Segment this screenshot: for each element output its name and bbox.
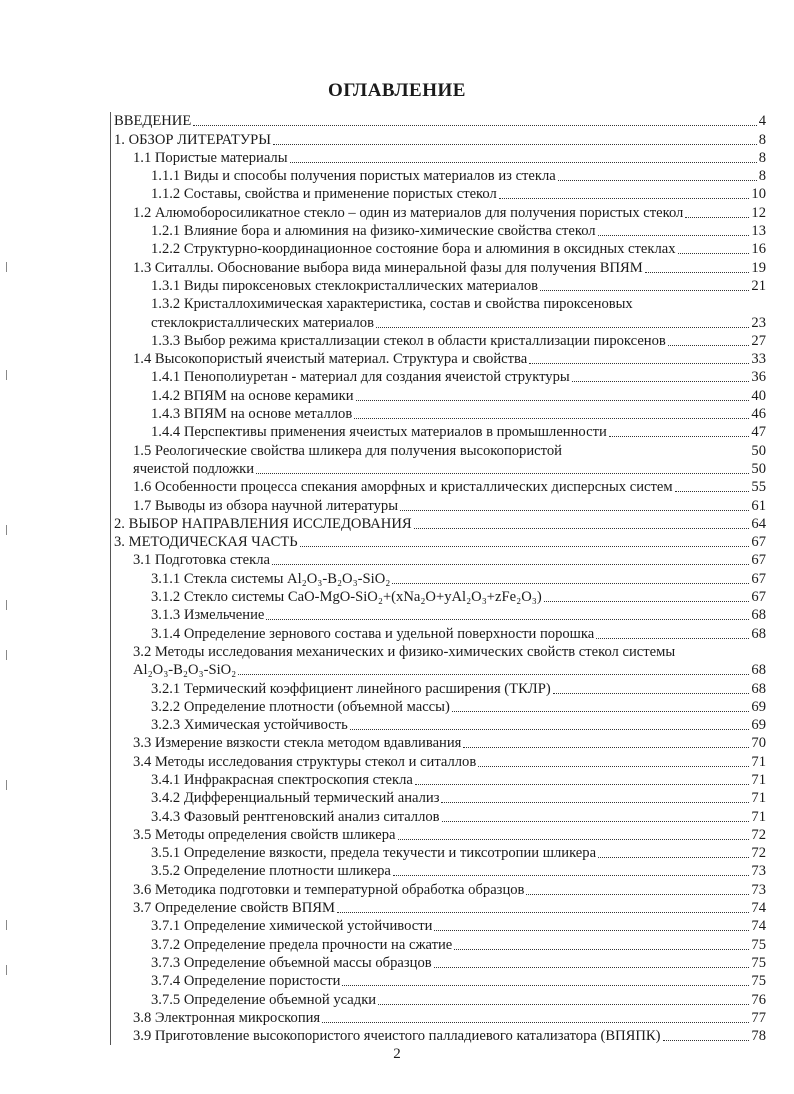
toc-entry-label: 3.7.3 Определение объемной массы образцов — [151, 954, 432, 971]
toc-leader-dots — [678, 253, 750, 254]
toc-leader-dots — [609, 436, 750, 437]
toc-entry — [110, 496, 766, 514]
toc-entry-label: 2. ВЫБОР НАПРАВЛЕНИЯ ИССЛЕДОВАНИЯ — [114, 515, 412, 532]
toc-entry-page: 13 — [751, 223, 766, 240]
toc-entry-page: 71 — [751, 753, 766, 770]
toc-entry-label: 3.1.2 Стекло системы CaO-MgO-SiO₂+(xNa₂O+yAl₂O₃+zFe₂O₃) — [151, 589, 542, 606]
toc-entry — [110, 624, 766, 642]
toc-entry-label: 3.1.3 Измельчение — [151, 607, 265, 624]
toc-entry-page: 19 — [751, 259, 766, 276]
margin-mark — [6, 525, 10, 535]
toc-leader-dots — [544, 601, 750, 602]
toc-entry-label: 3.2.2 Определение плотности (объемной массы) — [151, 698, 450, 715]
toc-leader-dots — [350, 729, 750, 730]
toc-entry-page: 10 — [751, 186, 766, 203]
toc-entry-label: 3.2 Методы исследования механических и физико-химических свойств стекол системы — [133, 643, 676, 660]
toc-leader-dots — [376, 327, 749, 328]
toc-entry-page: 73 — [751, 863, 766, 880]
toc-leader-dots — [596, 638, 749, 639]
toc-leader-dots — [414, 528, 750, 529]
toc-entry-label: 1.3 Ситаллы. Обоснование выбора вида минеральной фазы для получения ВПЯМ — [133, 259, 643, 276]
toc-entry-page: 21 — [751, 277, 766, 294]
toc-entry — [110, 1027, 766, 1045]
toc-entry — [110, 1009, 766, 1027]
toc-entry — [110, 350, 766, 368]
toc-entry-label: 3.5.2 Определение плотности шликера — [151, 863, 391, 880]
toc-entry-page: 73 — [751, 881, 766, 898]
toc-entry-label: 1.2 Алюмоборосиликатное стекло – один из материалов для получения пористых стекол — [133, 204, 684, 221]
toc-entry-page: 74 — [751, 918, 766, 935]
toc-entry-page: 68 — [751, 662, 766, 679]
toc-leader-dots — [441, 802, 749, 803]
toc-entry — [110, 899, 766, 917]
toc-entry — [110, 734, 766, 752]
toc-entry — [110, 569, 766, 587]
toc-entry-label: 3.7.1 Определение химической устойчивости — [151, 918, 433, 935]
toc-entry — [110, 880, 766, 898]
toc-entry — [110, 149, 766, 167]
toc-entry — [110, 386, 766, 404]
toc-leader-dots — [442, 821, 750, 822]
toc-entry — [110, 935, 766, 953]
toc-entry-page: 64 — [751, 515, 766, 532]
toc-entry — [110, 441, 766, 459]
toc-entry — [110, 423, 766, 441]
toc-leader-dots — [645, 272, 750, 273]
toc-entry-label: 1.4.2 ВПЯМ на основе керамики — [151, 387, 354, 404]
toc-entry-page: 75 — [751, 936, 766, 953]
toc-entry-page: 72 — [751, 826, 766, 843]
toc-entry-page: 16 — [751, 241, 766, 258]
toc-entry-page: 71 — [751, 808, 766, 825]
toc-entry-page: 55 — [751, 479, 766, 496]
toc-entry — [110, 588, 766, 606]
toc-entry-label: 3.3 Измерение вязкости стекла методом вдавливания — [133, 735, 462, 752]
toc-entry-label: 1.5 Реологические свойства шликера для получения высокопористой — [133, 442, 562, 459]
toc-entry-page: 69 — [751, 717, 766, 734]
toc-leader-dots — [526, 894, 749, 895]
toc-leader-dots — [478, 766, 749, 767]
toc-entry — [110, 332, 766, 350]
toc-entry-label: 3.7 Определение свойств ВПЯМ — [133, 900, 335, 917]
toc-entry-page: 67 — [751, 534, 766, 551]
toc-entry-page: 8 — [758, 149, 766, 166]
toc-entry-page: 72 — [751, 845, 766, 862]
toc-entry-label: 3.7.5 Определение объемной усадки — [151, 991, 377, 1008]
toc-entry-page: 71 — [751, 771, 766, 788]
toc-leader-dots — [685, 217, 749, 218]
toc-entry-label: 3.8 Электронная микроскопия — [133, 1009, 321, 1026]
toc-entry — [110, 167, 766, 185]
toc-entry-page: 68 — [751, 607, 766, 624]
toc-entry-page: 47 — [751, 424, 766, 441]
toc-entry — [110, 240, 766, 258]
toc-leader-dots — [434, 930, 749, 931]
toc-entry-label: 3.4.1 Инфракрасная спектроскопия стекла — [151, 771, 413, 788]
toc-entry-page: 77 — [751, 1009, 766, 1026]
toc-leader-dots — [378, 1004, 749, 1005]
toc-leader-dots — [193, 125, 756, 126]
toc-entry-page: 70 — [751, 735, 766, 752]
toc-entry-label: 1.3.1 Виды пироксеновых стеклокристаллических материалов — [151, 277, 539, 294]
toc-entry-page: 33 — [751, 351, 766, 368]
toc-entry — [110, 698, 766, 716]
toc-entry-label: 3.1.1 Стекла системы Al₂O₃-B₂O₃-SiO₂ — [151, 570, 391, 587]
toc-entry-label: 3.4.3 Фазовый рентгеновский анализ ситаллов — [151, 808, 440, 825]
margin-mark — [6, 965, 10, 975]
toc-entry-label: 3.7.4 Определение пористости — [151, 973, 341, 990]
toc-entry — [110, 716, 766, 734]
toc-entry — [110, 551, 766, 569]
toc-entry-label: 3.4 Методы исследования структуры стекол и ситаллов — [133, 753, 477, 770]
toc-entry — [110, 112, 766, 130]
toc-entry — [110, 533, 766, 551]
toc-leader-dots — [337, 912, 749, 913]
toc-leader-dots — [393, 875, 750, 876]
toc-entry — [110, 185, 766, 203]
toc-entry-label: 3.1 Подготовка стекла — [133, 552, 271, 569]
toc-entry — [110, 752, 766, 770]
toc-entry — [110, 313, 766, 331]
toc-entry — [110, 222, 766, 240]
toc-entry-page: 50 — [751, 442, 766, 459]
toc-entry-page: 61 — [751, 497, 766, 514]
toc-entry — [110, 460, 766, 478]
toc-entry-page: 8 — [758, 131, 766, 148]
toc-entry-label: ВВЕДЕНИЕ — [114, 113, 192, 130]
toc-entry-page: 75 — [751, 954, 766, 971]
toc-leader-dots — [598, 857, 749, 858]
toc-leader-dots — [392, 583, 749, 584]
toc-leader-dots — [540, 290, 749, 291]
toc-leader-dots — [452, 711, 750, 712]
toc-entry-label: 3.7.2 Определение предела прочности на сжатие — [151, 936, 453, 953]
toc-entry-page: 23 — [751, 314, 766, 331]
toc-entry-label: 1. ОБЗОР ЛИТЕРАТУРЫ — [114, 131, 271, 148]
toc-leader-dots — [256, 473, 749, 474]
toc-entry-label: 3.1.4 Определение зернового состава и удельной поверхности порошка — [151, 625, 595, 642]
toc-entry-label: стеклокристаллических материалов — [151, 314, 374, 331]
toc-leader-dots — [553, 693, 750, 694]
toc-leader-dots — [529, 363, 749, 364]
toc-leader-dots — [558, 180, 757, 181]
toc-entry — [110, 972, 766, 990]
toc-entry-label: 3.5 Методы определения свойств шликера — [133, 826, 396, 843]
toc-leader-dots — [342, 985, 749, 986]
toc-leader-dots — [400, 510, 749, 511]
toc-entry-page: 4 — [758, 113, 766, 130]
margin-mark — [6, 920, 10, 930]
toc-entry-page: 50 — [751, 460, 766, 477]
margin-mark — [6, 600, 10, 610]
toc-entry-label: 1.1.1 Виды и способы получения пористых материалов из стекла — [151, 168, 556, 185]
toc-entry-label: 1.2.1 Влияние бора и алюминия на физико-химические свойства стекол — [151, 223, 596, 240]
toc-entry-page: 69 — [751, 698, 766, 715]
toc-entry-label: 3. МЕТОДИЧЕСКАЯ ЧАСТЬ — [114, 534, 298, 551]
toc-entry — [110, 990, 766, 1008]
toc-entry-label: 1.4 Высокопористый ячеистый материал. Структура и свойства — [133, 351, 528, 368]
toc-entry — [110, 478, 766, 496]
toc-entry — [110, 368, 766, 386]
toc-leader-dots — [398, 839, 750, 840]
toc-entry-page: 76 — [751, 991, 766, 1008]
toc-entry-label: 3.2.3 Химическая устойчивость — [151, 717, 348, 734]
toc-entry-page: 12 — [751, 204, 766, 221]
toc-entry-page: 40 — [751, 387, 766, 404]
toc-entry-label: 1.4.3 ВПЯМ на основе металлов — [151, 406, 353, 423]
toc-entry-label: 1.3.3 Выбор режима кристаллизации стекол в области кристаллизации пироксенов — [151, 332, 666, 349]
toc-entry — [110, 954, 766, 972]
toc-entry — [110, 277, 766, 295]
toc-entry-label: 1.1 Пористые материалы — [133, 149, 288, 166]
toc-entry-label: 1.7 Выводы из обзора научной литературы — [133, 497, 398, 514]
toc-entry — [110, 405, 766, 423]
toc-leader-dots — [266, 619, 749, 620]
toc-entry-page: 67 — [751, 552, 766, 569]
toc-entry-label: 3.9 Приготовление высокопористого ячеистого палладиевого катализатора (ВПЯПК) — [133, 1028, 661, 1045]
toc-leader-dots — [663, 1040, 750, 1041]
toc-entry — [110, 844, 766, 862]
margin-mark — [6, 780, 10, 790]
table-of-contents — [110, 112, 766, 1045]
toc-leader-dots — [598, 235, 750, 236]
toc-entry — [110, 862, 766, 880]
toc-entry — [110, 826, 766, 844]
toc-leader-dots — [668, 345, 750, 346]
toc-leader-dots — [273, 144, 757, 145]
toc-entry-label: 1.4.1 Пенополиуретан - материал для создания ячеистой структуры — [151, 369, 570, 386]
toc-entry-label: ячеистой подложки — [133, 460, 255, 477]
toc-entry-label: 1.1.2 Составы, свойства и применение пористых стекол — [151, 186, 497, 203]
toc-entry-page: 67 — [751, 570, 766, 587]
toc-entry — [110, 679, 766, 697]
toc-entry-page: 68 — [751, 680, 766, 697]
toc-entry — [110, 203, 766, 221]
toc-entry — [110, 917, 766, 935]
toc-entry-page: 75 — [751, 973, 766, 990]
toc-entry-label: 1.2.2 Структурно-координационное состояние бора и алюминия в оксидных стеклах — [151, 241, 676, 258]
toc-entry-page: 78 — [751, 1028, 766, 1045]
toc-entry-label: 1.3.2 Кристаллохимическая характеристика, состав и свойства пироксеновых — [151, 296, 633, 313]
margin-mark — [6, 370, 10, 380]
toc-leader-dots — [322, 1022, 749, 1023]
toc-leader-dots — [572, 381, 750, 382]
toc-entry — [110, 643, 766, 661]
toc-entry-page: 71 — [751, 790, 766, 807]
toc-entry — [110, 789, 766, 807]
toc-entry — [110, 258, 766, 276]
toc-entry — [110, 606, 766, 624]
toc-leader-dots — [238, 674, 749, 675]
toc-entry — [110, 661, 766, 679]
toc-entry-page: 8 — [758, 168, 766, 185]
toc-leader-dots — [354, 418, 749, 419]
page-number: 2 — [393, 1046, 401, 1062]
toc-entry-label: 3.4.2 Дифференциальный термический анализ — [151, 790, 440, 807]
toc-entry — [110, 515, 766, 533]
toc-entry-page: 67 — [751, 589, 766, 606]
toc-entry — [110, 807, 766, 825]
toc-leader-dots — [290, 162, 757, 163]
toc-leader-dots — [499, 198, 750, 199]
toc-leader-dots — [454, 949, 749, 950]
toc-entry — [110, 130, 766, 148]
toc-entry-label: 1.4.4 Перспективы применения ячеистых материалов в промышленности — [151, 424, 607, 441]
margin-mark — [6, 650, 10, 660]
toc-entry-label: 1.6 Особенности процесса спекания аморфных и кристаллических дисперсных систем — [133, 479, 673, 496]
toc-leader-dots — [415, 784, 750, 785]
toc-leader-dots — [272, 564, 749, 565]
toc-entry-page: 27 — [751, 332, 766, 349]
toc-entry-page: 46 — [751, 406, 766, 423]
toc-entry — [110, 771, 766, 789]
toc-leader-dots — [300, 546, 750, 547]
toc-leader-dots — [675, 491, 750, 492]
toc-entry-label: 3.2.1 Термический коэффициент линейного расширения (ТКЛР) — [151, 680, 551, 697]
page-title: ОГЛАВЛЕНИЕ — [328, 80, 466, 101]
toc-entry-page: 68 — [751, 625, 766, 642]
toc-leader-dots — [434, 967, 750, 968]
toc-leader-dots — [463, 747, 749, 748]
toc-entry-label: 3.6 Методика подготовки и температурной обработка образцов — [133, 881, 525, 898]
toc-entry-page: 74 — [751, 900, 766, 917]
toc-entry-label: 3.5.1 Определение вязкости, предела текучести и тиксотропии шликера — [151, 845, 597, 862]
toc-leader-dots — [356, 400, 750, 401]
toc-entry-label: Al₂O₃-B₂O₃-SiO₂ — [133, 662, 237, 679]
toc-entry-page: 36 — [751, 369, 766, 386]
margin-mark — [6, 262, 10, 272]
toc-entry — [110, 295, 766, 313]
